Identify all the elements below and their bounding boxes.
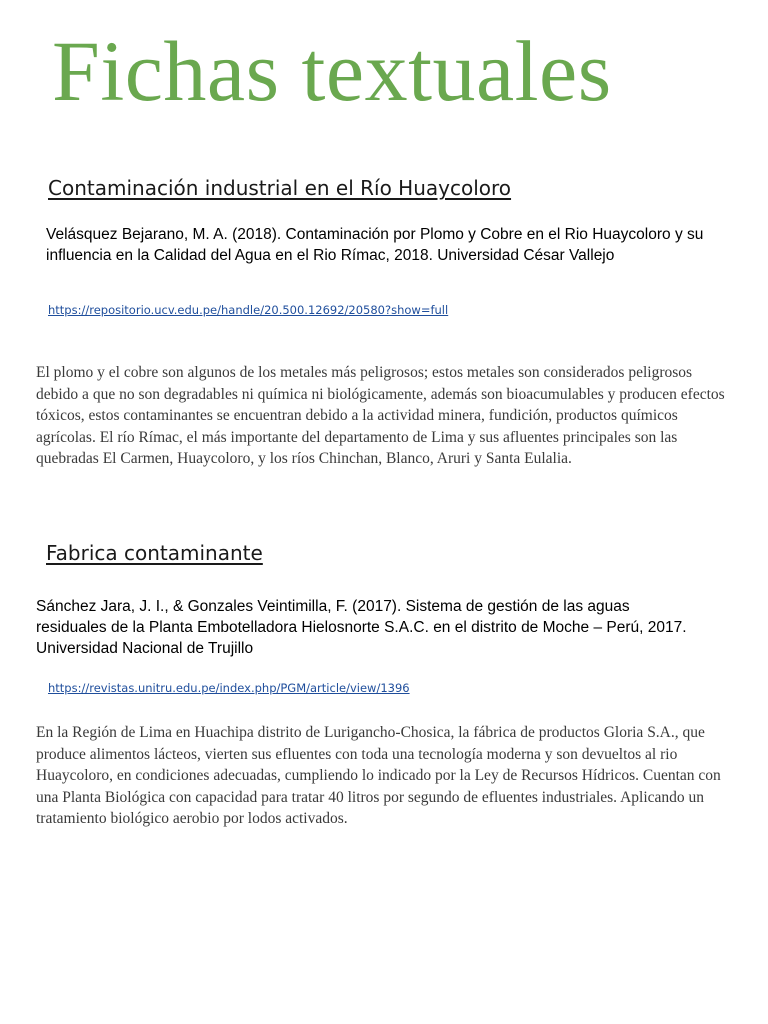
quote-paragraph-1: El plomo y el cobre son algunos de los metales más peligrosos; estos metales son considerados peligrosos debido a que no son degradables ni química ni biológicamente, además son bioacumulables y producen efectos tóxicos, estos contaminantes se encuentran debido a la actividad minera, fundición, productos químicos agrícolas. El río Rímac, el más importante del departamento de Lima y sus afluentes principales son las quebradas El Carmen, Huaycoloro, y los ríos Chinchan, Blanco, Aruri y Santa Eulalia. xyxy=(36,364,725,467)
source-link-2[interactable]: https://revistas.unitru.edu.pe/index.php/PGM/article/view/1396 xyxy=(48,681,410,695)
reference-citation-2: Sánchez Jara, J. I., & Gonzales Veintimilla, F. (2017). Sistema de gestión de las aguas residuales de la Planta Embotelladora Hielosnorte S.A.C. en el distrito de Moche – Perú, 2017. Universidad Nacional de Trujillo xyxy=(36,598,687,657)
page-title: Fichas textuales xyxy=(52,23,612,112)
quote-paragraph-2: En la Región de Lima en Huachipa distrito de Lurigancho-Chosica, la fábrica de productos Gloria S.A., que produce alimentos lácteos, vierten sus efluentes con toda una tecnología moderna y son devueltos al rio Huaycoloro, en condiciones adecuadas, cumpliendo lo indicado por la Ley de Recursos Hídricos. Cuentan con una Planta Biológica con capacidad para tratar 40 litros por segundo de efluentes industriales. Aplicando un tratamiento biológico aerobio por lodos activados. xyxy=(36,724,721,827)
section-heading-1: Contaminación industrial en el Río Huaycoloro xyxy=(48,176,512,200)
title-banner xyxy=(0,0,768,112)
section-heading-2: Fabrica contaminante xyxy=(46,541,263,565)
reference-citation-1: Velásquez Bejarano, M. A. (2018). Contaminación por Plomo y Cobre en el Rio Huaycoloro y su influencia en la Calidad del Agua en el Rio Rímac, 2018. Universidad César Vallejo xyxy=(46,226,704,264)
source-link-1[interactable]: https://repositorio.ucv.edu.pe/handle/20.500.12692/20580?show=full xyxy=(48,303,449,317)
